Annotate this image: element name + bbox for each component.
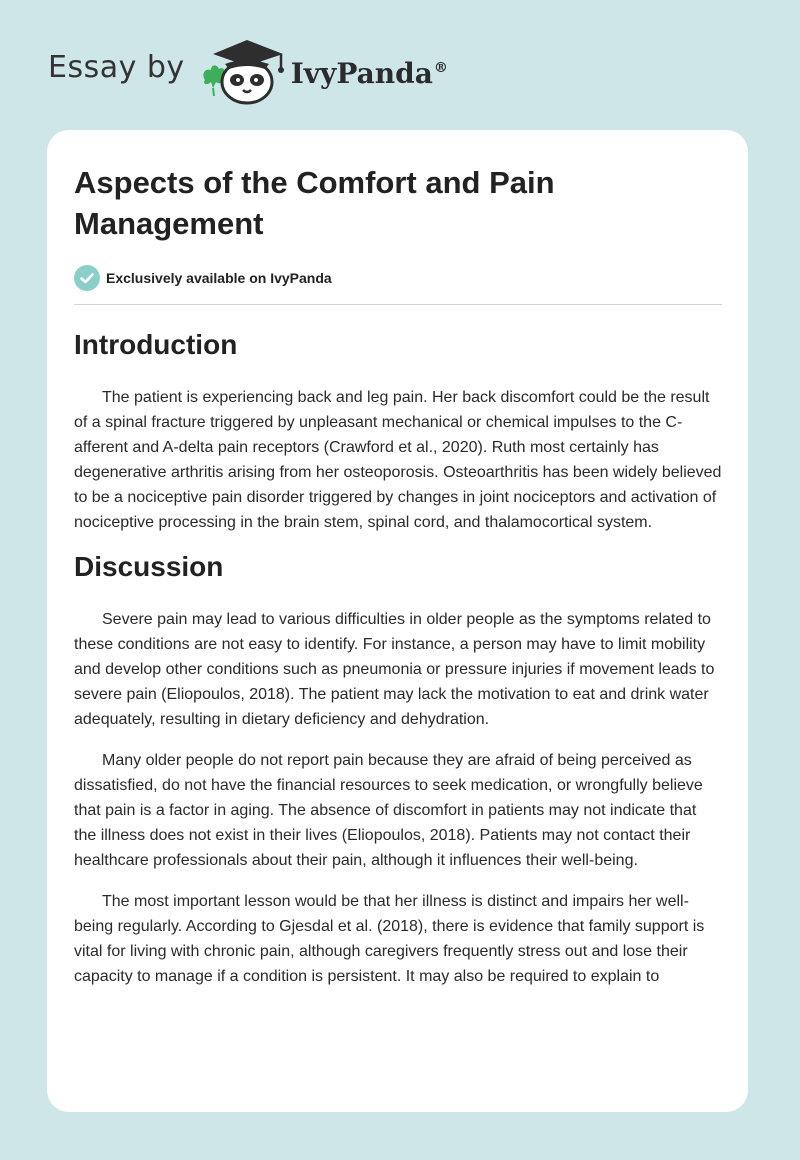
paragraph: The patient is experiencing back and leg pain. Her back discomfort could be the result of a spinal fracture triggered by unpleasant mechanical or chemical impulses to the C-afferent and A-delta pain receptors (Crawford et al., 2020). Ruth most certainly has degenerative arthritis arising from her osteoporosis. Osteoarthritis has been widely believed to be a nociceptive pain disorder triggered by changes in joint nociceptors and activation of nociceptive processing in the brain stem, spinal cord, and thalamocortical system. — [74, 389, 722, 531]
essay-card — [47, 130, 748, 1112]
paragraph: Severe pain may lead to various difficulties in older people as the symptoms related to these conditions are not easy to identify. For instance, a person may have to limit mobility and develop other conditions such as pneumonia or pressure injuries if movement leads to severe pain (Eliopoulos, 2018). The patient may lack the motivation to eat and drink water adequately, resulting in dietary deficiency and dehydration. — [74, 611, 715, 728]
section-heading: Discussion — [74, 551, 224, 582]
section-heading: Introduction — [74, 329, 238, 360]
registered-mark: ® — [433, 60, 448, 77]
divider — [74, 304, 722, 305]
check-circle-icon — [74, 265, 100, 291]
page-title: Aspects of the Comfort and Pain Management — [74, 165, 555, 241]
section-introduction — [74, 327, 721, 535]
site-header — [48, 36, 448, 106]
paragraph: Many older people do not report pain because they are afraid of being perceived as dissatisfied, do not have the financial resources to seek medication, or wrongfully believe that pain is a factor in aging. The absence of discomfort in patients may not indicate that the illness does not exist in their lives (Eliopoulos, 2018). Patients may not contact their healthcare professionals about their pain, although it influences their well-being. — [74, 752, 703, 869]
section-discussion — [74, 549, 721, 989]
panda-graduation-cap-icon[interactable] — [199, 36, 289, 106]
paragraph: The most important lesson would be that her illness is distinct and impairs her well-being regularly. According to Gjesdal et al. (2018), there is evidence that family support is vital for living with chronic pain, although caregivers frequently stress out and lose their capacity to manage if a condition is persistent. It may also be required to explain to — [74, 893, 705, 985]
brand-prefix: Essay by — [48, 49, 185, 85]
brand-name[interactable]: IvyPanda® — [290, 56, 448, 90]
exclusive-badge — [74, 264, 721, 292]
exclusive-text: Exclusively available on IvyPanda — [106, 270, 332, 286]
